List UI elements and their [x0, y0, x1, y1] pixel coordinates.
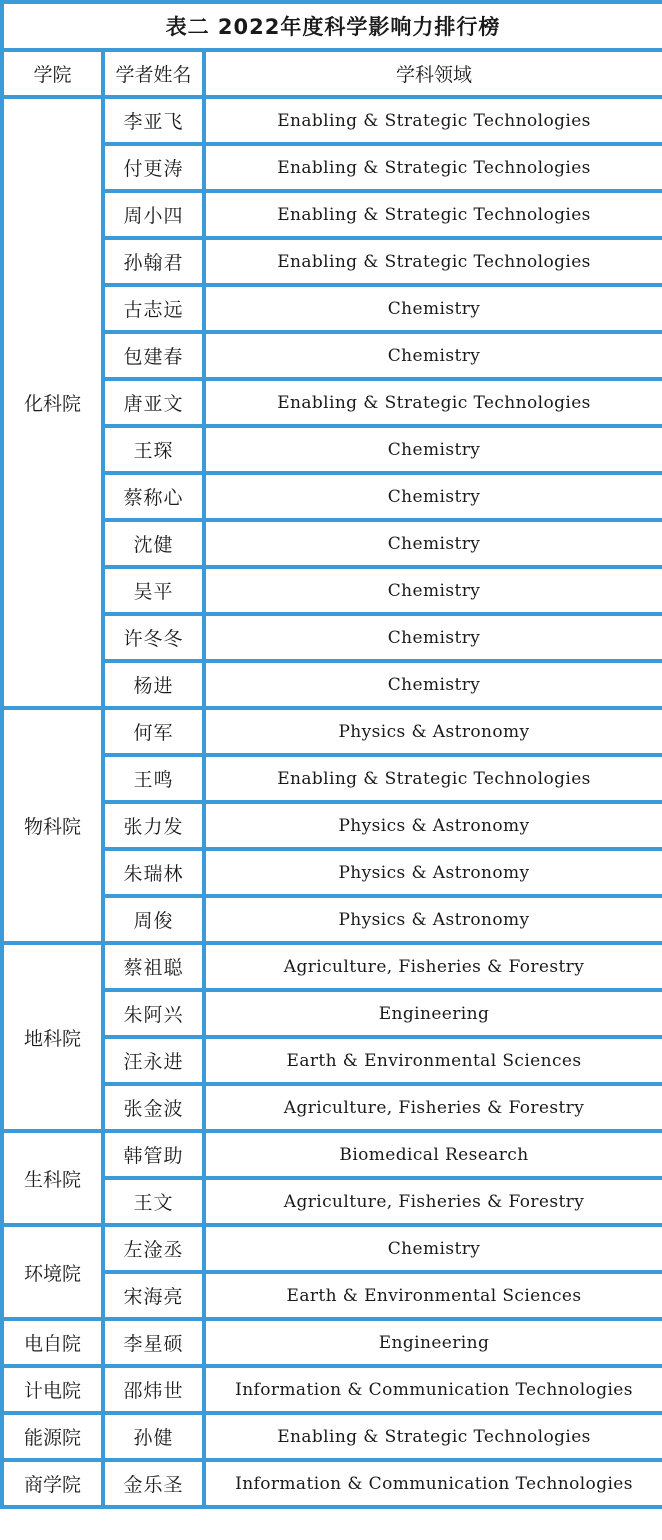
scholar-name-cell: 蔡祖聪 [103, 943, 204, 990]
header-row [2, 50, 662, 97]
column-header-college: 学院 [2, 50, 103, 97]
scholar-name-cell: 蔡称心 [103, 473, 204, 520]
field-cell: Enabling & Strategic Technologies [204, 97, 662, 144]
college-cell: 电自院 [2, 1319, 103, 1366]
field-cell: Engineering [204, 1319, 662, 1366]
scholar-name-cell: 李星硕 [103, 1319, 204, 1366]
scholar-name-cell: 朱瑞林 [103, 849, 204, 896]
scholar-name-cell: 沈健 [103, 520, 204, 567]
field-cell: Earth & Environmental Sciences [204, 1272, 662, 1319]
scholar-name-cell: 朱阿兴 [103, 990, 204, 1037]
table-row [2, 1366, 662, 1413]
college-cell: 能源院 [2, 1413, 103, 1460]
table-row [2, 1131, 662, 1178]
scholar-name-cell: 张力发 [103, 802, 204, 849]
field-cell: Chemistry [204, 426, 662, 473]
scholar-name-cell: 许冬冬 [103, 614, 204, 661]
scholar-name-cell: 孙健 [103, 1413, 204, 1460]
field-cell: Physics & Astronomy [204, 708, 662, 755]
scholar-name-cell: 唐亚文 [103, 379, 204, 426]
field-cell: Agriculture, Fisheries & Forestry [204, 943, 662, 990]
college-cell: 地科院 [2, 943, 103, 1131]
field-cell: Chemistry [204, 567, 662, 614]
scholar-name-cell: 王文 [103, 1178, 204, 1225]
scholar-name-cell: 吴平 [103, 567, 204, 614]
scholar-name-cell: 王琛 [103, 426, 204, 473]
field-cell: Enabling & Strategic Technologies [204, 238, 662, 285]
field-cell: Chemistry [204, 614, 662, 661]
scholar-name-cell: 左淦丞 [103, 1225, 204, 1272]
field-cell: Chemistry [204, 1225, 662, 1272]
college-cell: 商学院 [2, 1460, 103, 1507]
field-cell: Agriculture, Fisheries & Forestry [204, 1084, 662, 1131]
field-cell: Enabling & Strategic Technologies [204, 191, 662, 238]
scholar-name-cell: 周小四 [103, 191, 204, 238]
college-cell: 化科院 [2, 97, 103, 708]
field-cell: Information & Communication Technologies [204, 1366, 662, 1413]
scholar-name-cell: 张金波 [103, 1084, 204, 1131]
scholar-name-cell: 李亚飞 [103, 97, 204, 144]
table-row [2, 1225, 662, 1272]
scholar-name-cell: 杨进 [103, 661, 204, 708]
college-cell: 物科院 [2, 708, 103, 943]
table-row [2, 97, 662, 144]
title-row [2, 2, 662, 50]
table-row [2, 708, 662, 755]
table-body [2, 97, 662, 1507]
college-cell: 生科院 [2, 1131, 103, 1225]
table-row [2, 1460, 662, 1507]
table-row [2, 1413, 662, 1460]
field-cell: Engineering [204, 990, 662, 1037]
field-cell: Enabling & Strategic Technologies [204, 144, 662, 191]
field-cell: Chemistry [204, 473, 662, 520]
college-cell: 计电院 [2, 1366, 103, 1413]
scholar-name-cell: 孙翰君 [103, 238, 204, 285]
column-header-scholar: 学者姓名 [103, 50, 204, 97]
college-cell: 环境院 [2, 1225, 103, 1319]
field-cell: Enabling & Strategic Technologies [204, 1413, 662, 1460]
scholar-name-cell: 何军 [103, 708, 204, 755]
scholar-name-cell: 古志远 [103, 285, 204, 332]
field-cell: Enabling & Strategic Technologies [204, 379, 662, 426]
field-cell: Physics & Astronomy [204, 849, 662, 896]
field-cell: Agriculture, Fisheries & Forestry [204, 1178, 662, 1225]
scholar-name-cell: 王鸣 [103, 755, 204, 802]
scholar-name-cell: 金乐圣 [103, 1460, 204, 1507]
scholar-name-cell: 韩管助 [103, 1131, 204, 1178]
scholar-name-cell: 包建春 [103, 332, 204, 379]
field-cell: Information & Communication Technologies [204, 1460, 662, 1507]
scholar-name-cell: 周俊 [103, 896, 204, 943]
table-row [2, 943, 662, 990]
column-header-field: 学科领域 [204, 50, 662, 97]
scholar-name-cell: 付更涛 [103, 144, 204, 191]
table-row [2, 1319, 662, 1366]
field-cell: Enabling & Strategic Technologies [204, 755, 662, 802]
field-cell: Earth & Environmental Sciences [204, 1037, 662, 1084]
table-title: 表二 2022年度科学影响力排行榜 [2, 2, 662, 50]
field-cell: Chemistry [204, 520, 662, 567]
scholar-name-cell: 宋海亮 [103, 1272, 204, 1319]
field-cell: Physics & Astronomy [204, 896, 662, 943]
field-cell: Chemistry [204, 285, 662, 332]
field-cell: Biomedical Research [204, 1131, 662, 1178]
scholar-name-cell: 邵炜世 [103, 1366, 204, 1413]
field-cell: Chemistry [204, 332, 662, 379]
scholar-name-cell: 汪永进 [103, 1037, 204, 1084]
field-cell: Chemistry [204, 661, 662, 708]
field-cell: Physics & Astronomy [204, 802, 662, 849]
